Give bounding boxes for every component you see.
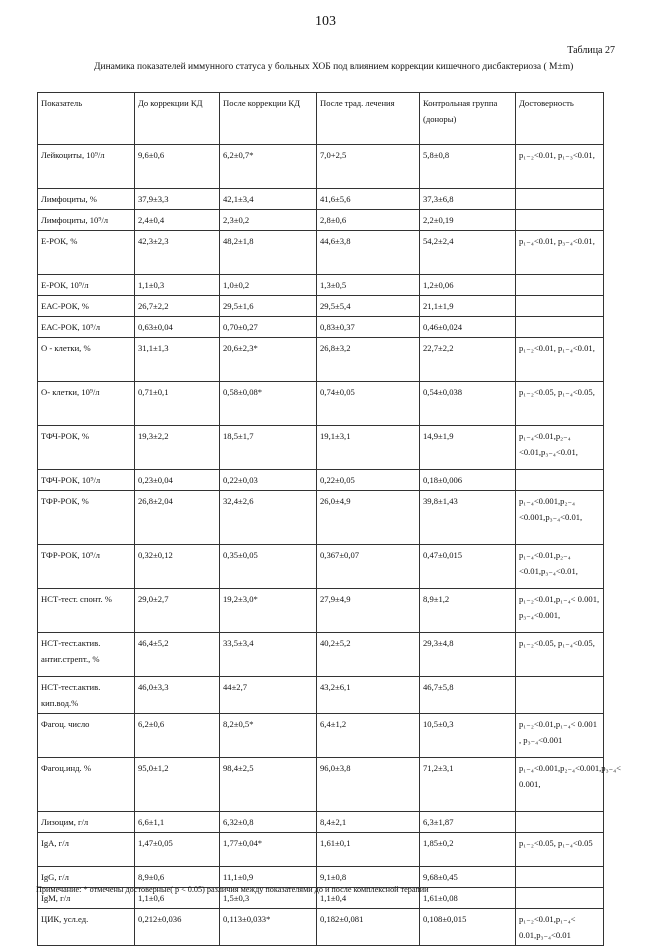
indicator-cell: Лейкоциты, 10⁹/л xyxy=(38,145,135,189)
table-row xyxy=(38,812,604,833)
value-cell: 31,1±1,3 xyxy=(135,338,220,382)
value-cell: 42,3±2,3 xyxy=(135,231,220,275)
table-row xyxy=(38,491,604,545)
value-cell xyxy=(516,210,604,231)
value-cell: 29,5±5,4 xyxy=(317,296,420,317)
value-cell: 43,2±6,1 xyxy=(317,677,420,714)
value-cell: 95,0±1,2 xyxy=(135,758,220,812)
indicator-cell: ЕАС-РОК, % xyxy=(38,296,135,317)
value-cell: 41,6±5,6 xyxy=(317,189,420,210)
table-row xyxy=(38,338,604,382)
table-row xyxy=(38,758,604,812)
value-cell: 2,4±0,4 xyxy=(135,210,220,231)
value-cell: 2,3±0,2 xyxy=(220,210,317,231)
value-cell: 0,46±0,024 xyxy=(420,317,516,338)
indicator-cell: О- клетки, 10⁹/л xyxy=(38,382,135,426)
value-cell: 1,3±0,5 xyxy=(317,275,420,296)
table-row xyxy=(38,275,604,296)
value-cell: 98,4±2,5 xyxy=(220,758,317,812)
table-row xyxy=(38,545,604,589)
value-cell xyxy=(516,189,604,210)
value-cell: 0,58±0,08* xyxy=(220,382,317,426)
value-cell: 10,5±0,3 xyxy=(420,714,516,758)
value-cell: 46,7±5,8 xyxy=(420,677,516,714)
value-cell: 0,182±0,081 xyxy=(317,909,420,946)
value-cell: 7,0+2,5 xyxy=(317,145,420,189)
value-cell: 39,8±1,43 xyxy=(420,491,516,545)
value-cell: 20,6±2,3* xyxy=(220,338,317,382)
table-row xyxy=(38,589,604,633)
value-cell: 18,5±1,7 xyxy=(220,426,317,470)
value-cell: 8,2±0,5* xyxy=(220,714,317,758)
value-cell: 42,1±3,4 xyxy=(220,189,317,210)
header-cell: До коррекции КД xyxy=(135,93,220,145)
value-cell: 0,83±0,37 xyxy=(317,317,420,338)
value-cell: 6,6±1,1 xyxy=(135,812,220,833)
value-cell: 40,2±5,2 xyxy=(317,633,420,677)
value-cell: 9,6±0,6 xyxy=(135,145,220,189)
value-cell: 22,7±2,2 xyxy=(420,338,516,382)
value-cell: 37,3±6,8 xyxy=(420,189,516,210)
indicator-cell: Е-РОК, 10⁹/л xyxy=(38,275,135,296)
value-cell: 11,1±0,9 xyxy=(220,867,317,888)
value-cell: 6,4±1,2 xyxy=(317,714,420,758)
indicator-cell: Лимфоциты, % xyxy=(38,189,135,210)
value-cell: 0,108±0,015 xyxy=(420,909,516,946)
indicator-cell: ТФЧ-РОК, 10⁹/л xyxy=(38,470,135,491)
page-number: 103 xyxy=(315,14,336,29)
value-cell: 29,0±2,7 xyxy=(135,589,220,633)
value-cell xyxy=(516,470,604,491)
value-cell: p₁₋₂<0.05, p₁₋₄<0.05 xyxy=(516,833,604,867)
value-cell: 8,9±0,6 xyxy=(135,867,220,888)
table-row xyxy=(38,909,604,946)
value-cell: 0,71±0,1 xyxy=(135,382,220,426)
value-cell: p₁₋₂<0.01,p₁₋₄< 0.01,p₃₋₄<0.01 xyxy=(516,909,604,946)
value-cell: 1,2±0,06 xyxy=(420,275,516,296)
value-cell: 44,6±3,8 xyxy=(317,231,420,275)
table-label: Таблица 27 xyxy=(567,45,615,56)
value-cell: 0,70±0,27 xyxy=(220,317,317,338)
value-cell: 46,4±5,2 xyxy=(135,633,220,677)
value-cell: 0,113±0,033* xyxy=(220,909,317,946)
indicator-cell: НСТ-тест.актив. антиг.стрепт., % xyxy=(38,633,135,677)
table-header-row xyxy=(38,93,604,145)
indicator-cell: Е-РОК, % xyxy=(38,231,135,275)
value-cell: 54,2±2,4 xyxy=(420,231,516,275)
value-cell: 9,68±0,45 xyxy=(420,867,516,888)
value-cell: p₁₋₄<0.01,p₂₋₄ <0.01,p₃₋₄<0.01, xyxy=(516,426,604,470)
value-cell: 29,5±1,6 xyxy=(220,296,317,317)
value-cell: 0,367±0,07 xyxy=(317,545,420,589)
indicator-cell: Лимфоциты, 10⁹/л xyxy=(38,210,135,231)
value-cell: 33,5±3,4 xyxy=(220,633,317,677)
table-row xyxy=(38,210,604,231)
value-cell: 1,85±0,2 xyxy=(420,833,516,867)
table-row xyxy=(38,145,604,189)
indicator-cell: IgM, г/л xyxy=(38,888,135,909)
indicator-cell: ЦИК, усл.ед. xyxy=(38,909,135,946)
indicator-cell: Лизоцим, г/л xyxy=(38,812,135,833)
immune-status-table xyxy=(37,92,621,946)
value-cell: 6,2±0,6 xyxy=(135,714,220,758)
value-cell: 26,0±4,9 xyxy=(317,491,420,545)
header-cell: После трад. лечения xyxy=(317,93,420,145)
value-cell: 71,2±3,1 xyxy=(420,758,516,812)
value-cell: 1,77±0,04* xyxy=(220,833,317,867)
indicator-cell: Фагоц.инд. % xyxy=(38,758,135,812)
table-row xyxy=(38,426,604,470)
value-cell: 0,47±0,015 xyxy=(420,545,516,589)
value-cell: 6,2±0,7* xyxy=(220,145,317,189)
value-cell: 6,3±1,87 xyxy=(420,812,516,833)
value-cell: 9,1±0,8 xyxy=(317,867,420,888)
header-cell: Достоверность xyxy=(516,93,604,145)
value-cell: 0,54±0,038 xyxy=(420,382,516,426)
value-cell: 0,23±0,04 xyxy=(135,470,220,491)
value-cell: 26,8±2,04 xyxy=(135,491,220,545)
value-cell: 32,4±2,6 xyxy=(220,491,317,545)
table-row xyxy=(38,833,604,867)
table-row xyxy=(38,470,604,491)
value-cell: 19,3±2,2 xyxy=(135,426,220,470)
indicator-cell: ТФЧ-РОК, % xyxy=(38,426,135,470)
value-cell: p₁₋₂<0.01, p₁₋₄<0.01, xyxy=(516,338,604,382)
value-cell: 0,32±0,12 xyxy=(135,545,220,589)
value-cell: p₁₋₄<0.001,p₂₋₄ <0.001,p₃₋₄<0.01, xyxy=(516,491,604,545)
value-cell: p₁₋₂<0.01, p₁₋₃<0.01, xyxy=(516,145,604,189)
value-cell: 0,212±0,036 xyxy=(135,909,220,946)
table-row xyxy=(38,382,604,426)
value-cell: 29,3±4,8 xyxy=(420,633,516,677)
value-cell xyxy=(516,867,604,888)
table-row xyxy=(38,296,604,317)
value-cell: 0,22±0,03 xyxy=(220,470,317,491)
value-cell: p₁₋₂<0.01,p₁₋₄< 0.001, p₃₋₄<0.001, xyxy=(516,589,604,633)
value-cell: 0,63±0,04 xyxy=(135,317,220,338)
value-cell: 0,22±0,05 xyxy=(317,470,420,491)
table-row xyxy=(38,714,604,758)
value-cell: p₁₋₄<0.01,p₂₋₄ <0.01,p₃₋₄<0.01, xyxy=(516,545,604,589)
value-cell: 19,2±3,0* xyxy=(220,589,317,633)
value-cell: 8,9±1,2 xyxy=(420,589,516,633)
value-cell: 1,5±0,3 xyxy=(220,888,317,909)
table-row xyxy=(38,677,604,714)
value-cell: 26,8±3,2 xyxy=(317,338,420,382)
table-row xyxy=(38,189,604,210)
value-cell: 1,1±0,3 xyxy=(135,275,220,296)
value-cell: 96,0±3,8 xyxy=(317,758,420,812)
value-cell: 1,1±0,6 xyxy=(135,888,220,909)
value-cell: p₁₋₄<0.01, p₃₋₄<0.01, xyxy=(516,231,604,275)
value-cell: p₁₋₄<0.001,p₂₋₄<0.001,p₃₋₄< 0.001, xyxy=(516,758,604,812)
header-cell: После коррекции КД xyxy=(220,93,317,145)
value-cell: 27,9±4,9 xyxy=(317,589,420,633)
indicator-cell: ТФР-РОК, 10⁹/л xyxy=(38,545,135,589)
indicator-cell: НСТ-тест. спонт. % xyxy=(38,589,135,633)
value-cell: 2,8±0,6 xyxy=(317,210,420,231)
indicator-cell: IgA, г/л xyxy=(38,833,135,867)
value-cell: 26,7±2,2 xyxy=(135,296,220,317)
indicator-cell: ЕАС-РОК, 10⁹/л xyxy=(38,317,135,338)
indicator-cell: IgG, г/л xyxy=(38,867,135,888)
indicator-cell: Фагоц. число xyxy=(38,714,135,758)
indicator-cell: О - клетки, % xyxy=(38,338,135,382)
value-cell: 1,47±0,05 xyxy=(135,833,220,867)
table-row xyxy=(38,633,604,677)
value-cell: 46,0±3,3 xyxy=(135,677,220,714)
value-cell: 21,1±1,9 xyxy=(420,296,516,317)
value-cell: 0,18±0,006 xyxy=(420,470,516,491)
table-footnote: Примечание: * отмечены достоверные( p < 0.05) различия между показателями до и после комплексной терапии xyxy=(36,885,429,894)
indicator-cell: НСТ-тест.актив. кип.вод.% xyxy=(38,677,135,714)
value-cell: 37,9±3,3 xyxy=(135,189,220,210)
value-cell: 19,1±3,1 xyxy=(317,426,420,470)
value-cell: 48,2±1,8 xyxy=(220,231,317,275)
value-cell: 1,61±0,1 xyxy=(317,833,420,867)
value-cell: p₁₋₂<0.05, p₁₋₄<0.05, xyxy=(516,633,604,677)
value-cell: 6,32±0,8 xyxy=(220,812,317,833)
value-cell: 1,0±0,2 xyxy=(220,275,317,296)
value-cell: 14,9±1,9 xyxy=(420,426,516,470)
value-cell xyxy=(516,296,604,317)
value-cell: 1,61±0,08 xyxy=(420,888,516,909)
value-cell xyxy=(516,888,604,909)
table-caption: Динамика показателей иммунного статуса у больных ХОБ под влиянием коррекции кишечного дисбактериоза ( M±m) xyxy=(94,62,574,72)
value-cell: 8,4±2,1 xyxy=(317,812,420,833)
header-cell: Контрольная группа (доноры) xyxy=(420,93,516,145)
value-cell: 44±2,7 xyxy=(220,677,317,714)
header-cell: Показатель xyxy=(38,93,135,145)
value-cell: 5,8±0,8 xyxy=(420,145,516,189)
table-row xyxy=(38,231,604,275)
value-cell: p₁₋₂<0.01,p₁₋₄< 0.001 , p₃₋₄<0.001 xyxy=(516,714,604,758)
value-cell: p₁₋₂<0.05, p₁₋₄<0.05, xyxy=(516,382,604,426)
value-cell: 1,1±0,4 xyxy=(317,888,420,909)
value-cell xyxy=(516,275,604,296)
value-cell xyxy=(516,677,604,714)
value-cell xyxy=(516,317,604,338)
value-cell xyxy=(516,812,604,833)
table-row xyxy=(38,317,604,338)
indicator-cell: ТФР-РОК, % xyxy=(38,491,135,545)
value-cell: 2,2±0,19 xyxy=(420,210,516,231)
value-cell: 0,74±0,05 xyxy=(317,382,420,426)
value-cell: 0,35±0,05 xyxy=(220,545,317,589)
